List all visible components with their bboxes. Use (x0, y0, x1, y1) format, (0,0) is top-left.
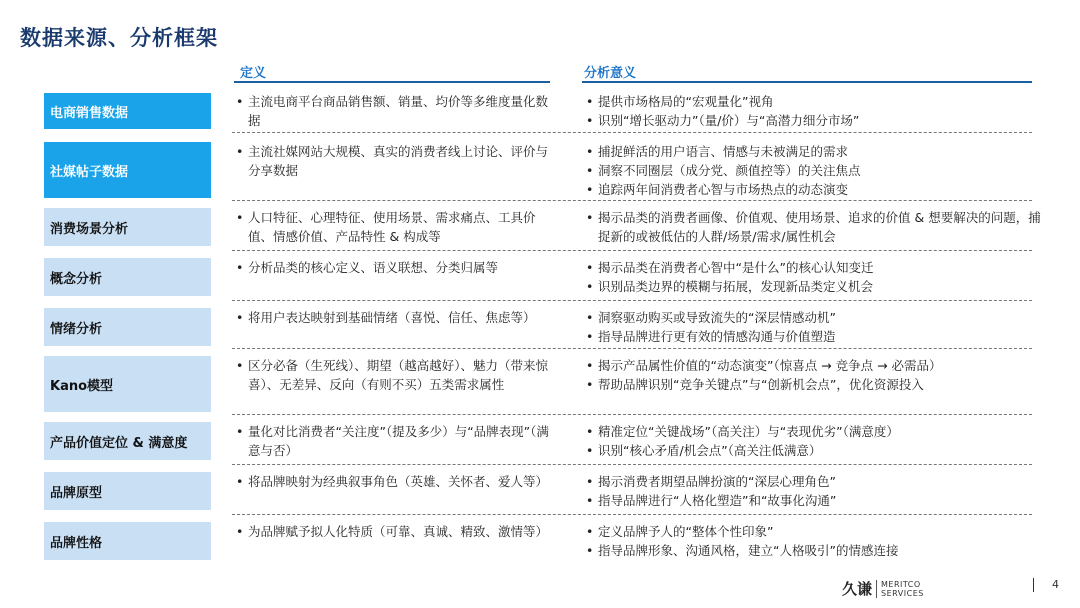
significance-cell (584, 308, 1042, 346)
significance-header-underline (582, 81, 1032, 83)
row-separator (232, 464, 1032, 465)
footer-divider (1033, 578, 1034, 592)
row-separator (232, 414, 1032, 415)
significance-cell (584, 142, 1042, 199)
definition-cell (234, 142, 552, 180)
significance-header: 分析意义 (584, 66, 637, 81)
row-separator (232, 300, 1032, 301)
row-label: Kano模型 (44, 356, 211, 412)
significance-bullet: • 识别“增长驱动力”（量/价）与“高潜力细分市场” (584, 111, 1042, 130)
row-separator (232, 200, 1032, 201)
significance-bullet: • 揭示产品属性价值的“动态演变”（惊喜点 → 竞争点 → 必需品） (584, 356, 1042, 375)
definition-bullet: • 区分必备（生死线）、期望（越高越好）、魅力（带来惊喜）、无差异、反向（有则不买）五类需求属性 (234, 356, 552, 394)
significance-bullet: • 精准定位“关键战场”（高关注）与“表现优劣”（满意度） (584, 422, 1042, 441)
definition-bullet: • 为品牌赋予拟人化特质（可靠、真诚、精致、激情等） (234, 522, 552, 541)
significance-bullet: • 识别品类边界的模糊与拓展，发现新品类定义机会 (584, 277, 1042, 296)
significance-bullet: • 识别“核心矛盾/机会点”（高关注低满意） (584, 441, 1042, 460)
row-label: 品牌性格 (44, 522, 211, 560)
definition-bullet: • 主流电商平台商品销售额、销量、均价等多维度量化数据 (234, 92, 552, 130)
significance-bullet: • 捕捉鲜活的用户语言、情感与未被满足的需求 (584, 142, 1042, 161)
definition-bullet: • 主流社媒网站大规模、真实的消费者线上讨论、评价与分享数据 (234, 142, 552, 180)
significance-cell (584, 92, 1042, 130)
definition-cell (234, 258, 552, 277)
significance-bullet: • 帮助品牌识别“竞争关键点”与“创新机会点”，优化资源投入 (584, 375, 1042, 394)
significance-cell (584, 522, 1042, 560)
definition-bullet: • 将品牌映射为经典叙事角色（英雄、关怀者、爱人等） (234, 472, 552, 491)
page-title: 数据来源、分析框架 (20, 26, 218, 50)
row-label: 产品价值定位 & 满意度 (44, 422, 211, 460)
page-number: 4 (1052, 578, 1059, 591)
significance-cell (584, 472, 1042, 510)
logo-chinese: 久谦 (842, 580, 873, 598)
definition-cell (234, 208, 552, 246)
definition-header: 定义 (240, 66, 267, 81)
significance-cell (584, 356, 1042, 394)
significance-cell (584, 258, 1042, 296)
logo-english (881, 580, 924, 598)
significance-bullet: • 揭示消费者期望品牌扮演的“深层心理角色” (584, 472, 1042, 491)
significance-bullet: • 追踪两年间消费者心智与市场热点的动态演变 (584, 180, 1042, 199)
row-separator (232, 514, 1032, 515)
row-separator (232, 132, 1032, 133)
significance-bullet: • 揭示品类在消费者心智中“是什么”的核心认知变迁 (584, 258, 1042, 277)
logo-english-line1: MERITCO (881, 579, 921, 589)
significance-bullet: • 指导品牌形象、沟通风格，建立“人格吸引”的情感连接 (584, 541, 1042, 560)
row-label: 社媒帖子数据 (44, 142, 211, 198)
significance-cell (584, 422, 1042, 460)
footer-logo (842, 578, 924, 599)
row-label: 电商销售数据 (44, 93, 211, 129)
row-separator (232, 348, 1032, 349)
row-label: 情绪分析 (44, 308, 211, 346)
significance-bullet: • 揭示品类的消费者画像、价值观、使用场景、追求的价值 & 想要解决的问题，捕捉新的或被低估的人群/场景/需求/属性机会 (584, 208, 1042, 246)
significance-bullet: • 提供市场格局的“宏观量化”视角 (584, 92, 1042, 111)
row-label: 品牌原型 (44, 472, 211, 510)
row-label: 概念分析 (44, 258, 211, 296)
logo-english-line2: SERVICES (881, 588, 924, 598)
row-separator (232, 250, 1032, 251)
row-label: 消费场景分析 (44, 208, 211, 246)
logo-divider (876, 580, 877, 598)
definition-cell (234, 356, 552, 394)
definition-bullet: • 量化对比消费者“关注度”（提及多少）与“品牌表现”（满意与否） (234, 422, 552, 460)
definition-cell (234, 522, 552, 541)
definition-bullet: • 分析品类的核心定义、语义联想、分类归属等 (234, 258, 552, 277)
definition-cell (234, 92, 552, 130)
significance-bullet: • 指导品牌进行“人格化塑造”和“故事化沟通” (584, 491, 1042, 510)
definition-cell (234, 472, 552, 491)
significance-cell (584, 208, 1042, 246)
significance-bullet: • 洞察驱动购买或导致流失的“深层情感动机” (584, 308, 1042, 327)
significance-bullet: • 定义品牌予人的“整体个性印象” (584, 522, 1042, 541)
definition-cell (234, 422, 552, 460)
significance-bullet: • 指导品牌进行更有效的情感沟通与价值塑造 (584, 327, 1042, 346)
definition-bullet: • 人口特征、心理特征、使用场景、需求痛点、工具价值、情感价值、产品特性 & 构成等 (234, 208, 552, 246)
definition-cell (234, 308, 552, 327)
definition-header-underline (234, 81, 550, 83)
significance-bullet: • 洞察不同圈层（成分党、颜值控等）的关注焦点 (584, 161, 1042, 180)
definition-bullet: • 将用户表达映射到基础情绪（喜悦、信任、焦虑等） (234, 308, 552, 327)
